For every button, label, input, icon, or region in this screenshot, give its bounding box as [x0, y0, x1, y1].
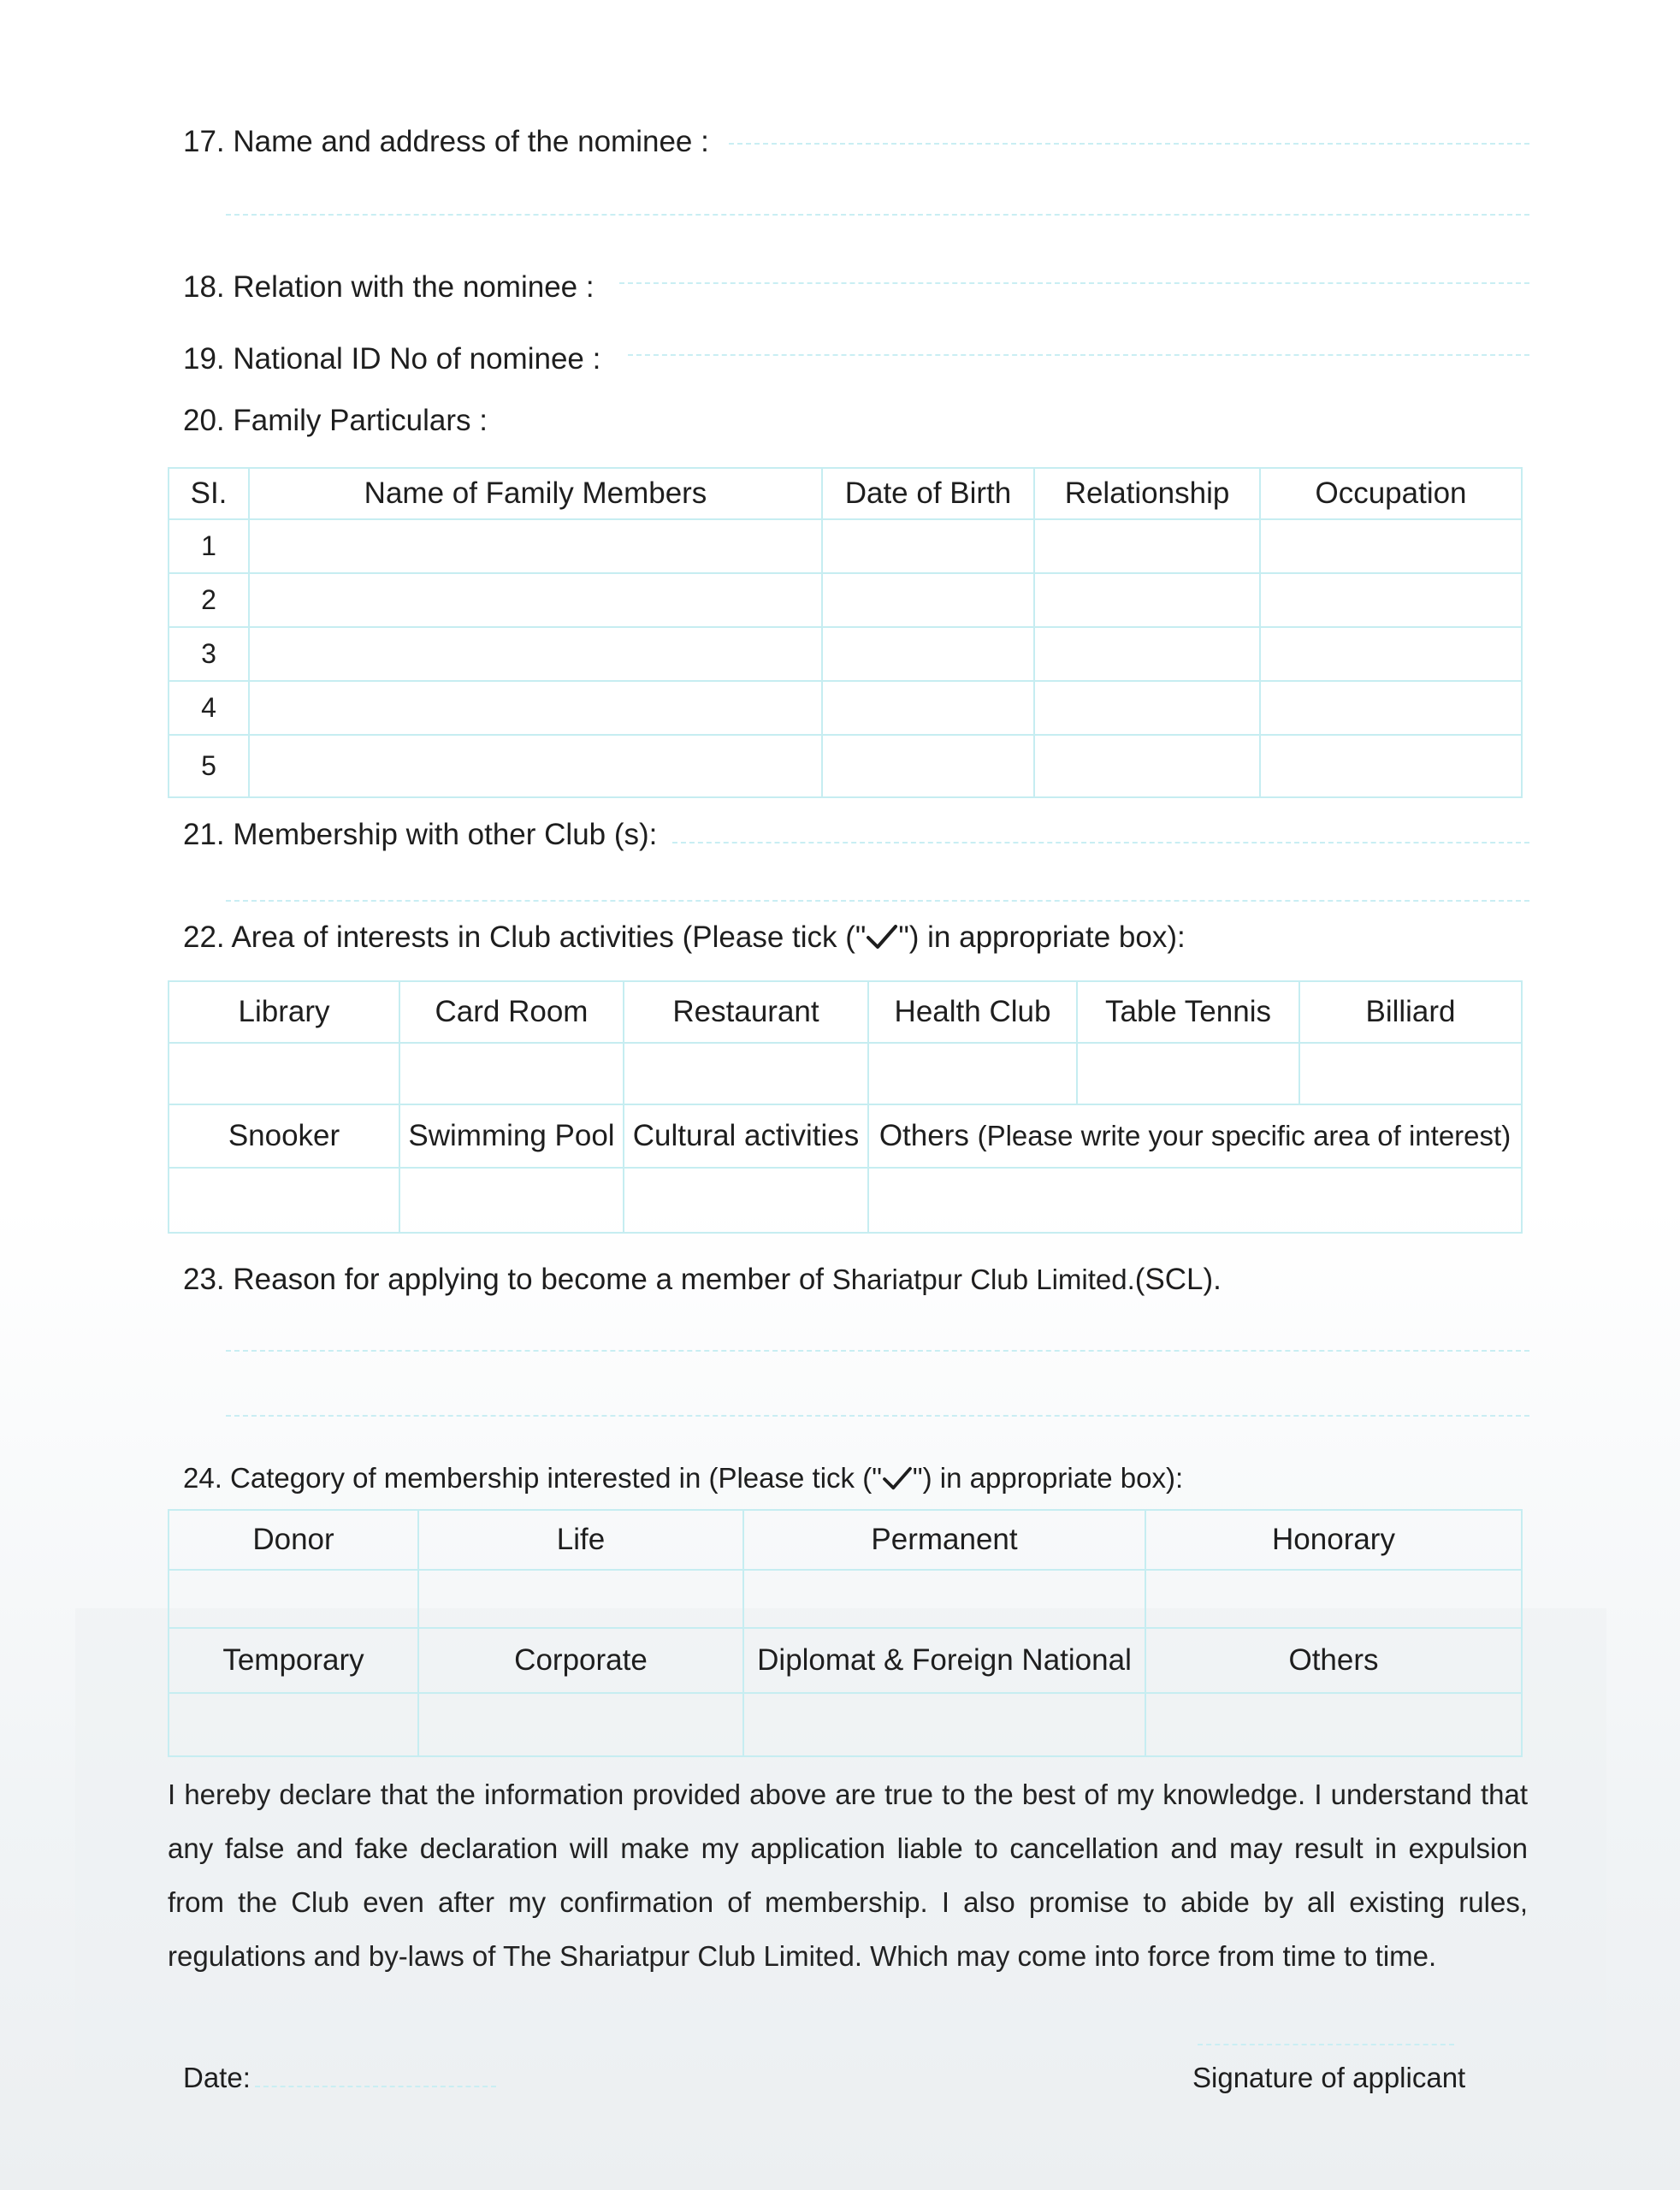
interest-table-tennis: Table Tennis	[1077, 981, 1299, 1043]
header-relationship: Relationship	[1034, 468, 1260, 519]
q23-suffix: (SCL).	[1134, 1263, 1222, 1296]
cell-dob[interactable]	[822, 735, 1034, 797]
row-serial: 2	[169, 573, 249, 627]
q18-label: 18. Relation with the nominee :	[183, 270, 595, 304]
header-name: Name of Family Members	[249, 468, 822, 519]
category-temporary: Temporary	[169, 1628, 418, 1693]
cell-relationship[interactable]	[1034, 519, 1260, 573]
category-life: Life	[418, 1510, 743, 1570]
checkmark-icon	[866, 923, 898, 958]
interest-others	[868, 1104, 1522, 1168]
interest-swimming-pool: Swimming Pool	[399, 1104, 624, 1168]
declaration-text: I hereby declare that the information provided above are true to the best of my knowledge. I understand that any false and fake declaration will make my application liable to cancellation and may result in expulsion from the Club even after my confirmation of membership. I also promise to abide by all existing rules, regulations and by-laws of The Shariatpur Club Limited. Which may come into force from time to time.	[168, 1779, 1528, 1972]
q19-label: 19. National ID No of nominee :	[183, 342, 601, 376]
cell-relationship[interactable]	[1034, 573, 1260, 627]
others-note: (Please write your specific area of interest)	[977, 1120, 1511, 1151]
tick-box-life[interactable]	[418, 1570, 743, 1628]
cell-relationship[interactable]	[1034, 681, 1260, 735]
interest-health-club: Health Club	[868, 981, 1077, 1043]
table-row	[169, 735, 1522, 797]
header-dob: Date of Birth	[822, 468, 1034, 519]
cell-name[interactable]	[249, 519, 822, 573]
row-serial: 1	[169, 519, 249, 573]
q19-line[interactable]	[628, 354, 1529, 356]
category-donor: Donor	[169, 1510, 418, 1570]
cell-relationship[interactable]	[1034, 627, 1260, 681]
q17-line-1[interactable]	[729, 143, 1529, 145]
q24-label	[183, 1461, 1183, 1499]
cell-relationship[interactable]	[1034, 735, 1260, 797]
q22-label	[183, 920, 1186, 958]
date-line[interactable]	[255, 2086, 496, 2087]
others-interest-field[interactable]	[868, 1168, 1522, 1233]
interest-card-room: Card Room	[399, 981, 624, 1043]
cell-name[interactable]	[249, 735, 822, 797]
q23-label-text: 23. Reason for applying to become a member of	[183, 1263, 825, 1296]
date-label: Date:	[183, 2062, 251, 2093]
tick-box-diplomat[interactable]	[743, 1693, 1145, 1756]
category-row-2-boxes	[169, 1693, 1522, 1756]
category-others: Others	[1145, 1628, 1522, 1693]
cell-name[interactable]	[249, 573, 822, 627]
interests-row-1-boxes	[169, 1043, 1522, 1104]
q23-club-name: Shariatpur Club Limited.	[831, 1264, 1135, 1295]
category-row-1-boxes	[169, 1570, 1522, 1628]
others-label: Others	[878, 1119, 969, 1152]
tick-box-restaurant[interactable]	[624, 1043, 868, 1104]
row-serial: 4	[169, 681, 249, 735]
interest-snooker: Snooker	[169, 1104, 399, 1168]
q24-label-start: 24. Category of membership interested in (Please tick ("	[183, 1462, 882, 1494]
tick-box-corporate[interactable]	[418, 1693, 743, 1756]
checkmark-icon	[882, 1465, 913, 1499]
tick-box-billiard[interactable]	[1299, 1043, 1522, 1104]
tick-box-swimming-pool[interactable]	[399, 1168, 624, 1233]
interests-row-2-boxes	[169, 1168, 1522, 1233]
tick-box-health-club[interactable]	[868, 1043, 1077, 1104]
category-row-1-labels	[169, 1510, 1522, 1570]
q22-label-start: 22. Area of interests in Club activities (Please tick ("	[183, 920, 867, 954]
header-serial: SI.	[169, 468, 249, 519]
interests-row-1-labels	[169, 981, 1522, 1043]
q21-line-2[interactable]	[226, 900, 1529, 902]
tick-box-permanent[interactable]	[743, 1570, 1145, 1628]
tick-box-card-room[interactable]	[399, 1043, 624, 1104]
category-row-2-labels	[169, 1628, 1522, 1693]
interest-library: Library	[169, 981, 399, 1043]
category-honorary: Honorary	[1145, 1510, 1522, 1570]
tick-box-cultural-activities[interactable]	[624, 1168, 868, 1233]
category-permanent: Permanent	[743, 1510, 1145, 1570]
signature-label: Signature of applicant	[1192, 2062, 1466, 2093]
q20-label: 20. Family Particulars :	[183, 404, 488, 437]
signature-line[interactable]	[1198, 2044, 1454, 2045]
cell-occupation[interactable]	[1260, 573, 1522, 627]
cell-dob[interactable]	[822, 681, 1034, 735]
family-table	[168, 467, 1523, 798]
q17-label: 17. Name and address of the nominee :	[183, 125, 709, 158]
interests-table	[168, 980, 1523, 1234]
q17-line-2[interactable]	[226, 214, 1529, 216]
table-row	[169, 573, 1522, 627]
interest-billiard: Billiard	[1299, 981, 1522, 1043]
category-diplomat-foreign-national: Diplomat & Foreign National	[743, 1628, 1145, 1693]
cell-name[interactable]	[249, 627, 822, 681]
row-serial: 5	[169, 735, 249, 797]
q21-label: 21. Membership with other Club (s):	[183, 818, 658, 851]
family-table-header	[169, 468, 1522, 519]
cell-name[interactable]	[249, 681, 822, 735]
q23-line-1[interactable]	[226, 1350, 1529, 1352]
table-row	[169, 681, 1522, 735]
cell-occupation[interactable]	[1260, 735, 1522, 797]
table-row	[169, 627, 1522, 681]
q18-line[interactable]	[619, 282, 1529, 284]
q23-label	[183, 1263, 1222, 1297]
q21-line-1[interactable]	[672, 842, 1529, 843]
interest-restaurant: Restaurant	[624, 981, 868, 1043]
tick-box-table-tennis[interactable]	[1077, 1043, 1299, 1104]
q23-line-2[interactable]	[226, 1415, 1529, 1417]
category-corporate: Corporate	[418, 1628, 743, 1693]
tick-box-donor[interactable]	[169, 1570, 418, 1628]
cell-occupation[interactable]	[1260, 681, 1522, 735]
tick-box-others[interactable]	[1145, 1693, 1522, 1756]
cell-occupation[interactable]	[1260, 627, 1522, 681]
cell-dob[interactable]	[822, 627, 1034, 681]
tick-box-library[interactable]	[169, 1043, 399, 1104]
cell-dob[interactable]	[822, 573, 1034, 627]
category-table	[168, 1509, 1523, 1757]
row-serial: 3	[169, 627, 249, 681]
tick-box-temporary[interactable]	[169, 1693, 418, 1756]
interest-cultural-activities: Cultural activities	[624, 1104, 868, 1168]
q22-label-end: ") in appropriate box):	[898, 920, 1186, 954]
interests-row-2-labels	[169, 1104, 1522, 1168]
tick-box-honorary[interactable]	[1145, 1570, 1522, 1628]
q24-label-end: ") in appropriate box):	[912, 1462, 1184, 1494]
header-occupation: Occupation	[1260, 468, 1522, 519]
tick-box-snooker[interactable]	[169, 1168, 399, 1233]
cell-occupation[interactable]	[1260, 519, 1522, 573]
cell-dob[interactable]	[822, 519, 1034, 573]
table-row	[169, 519, 1522, 573]
